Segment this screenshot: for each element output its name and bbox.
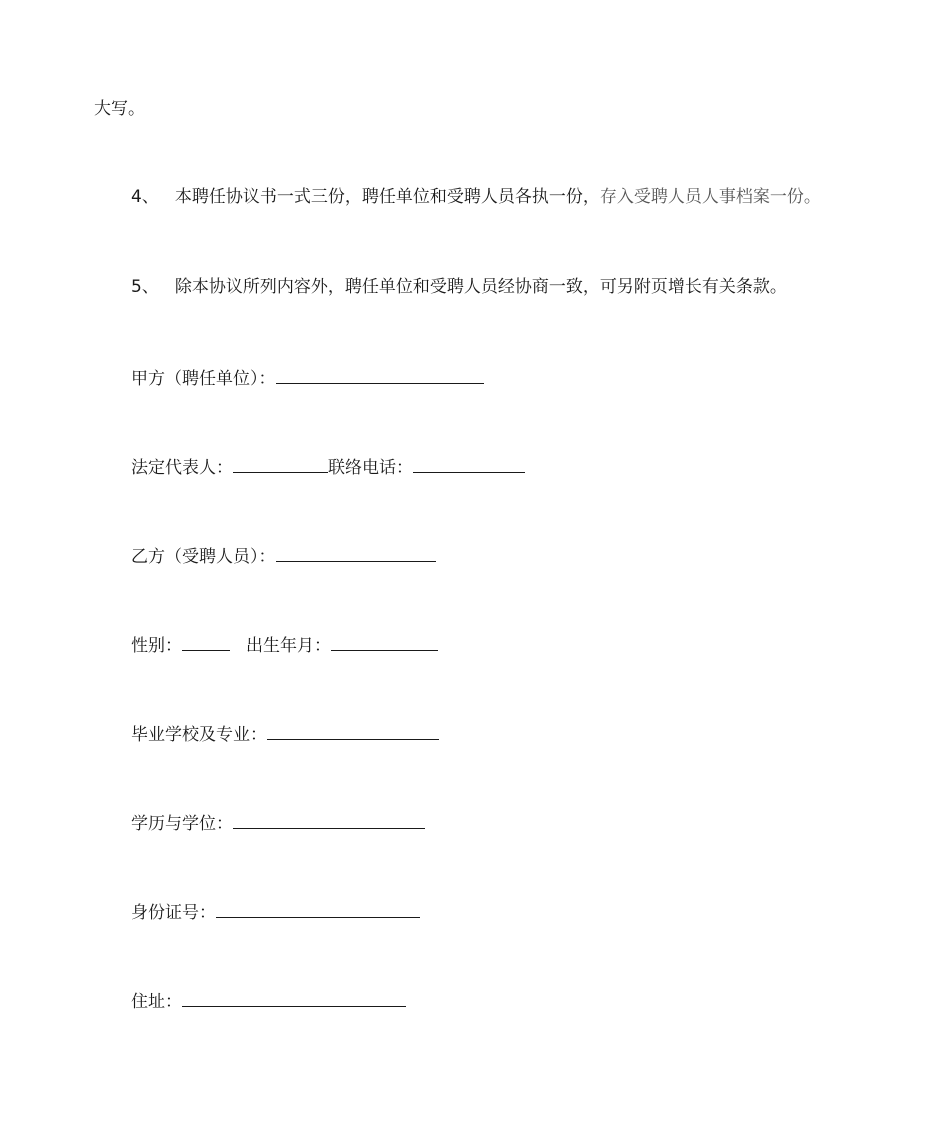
degree-label: 学历与学位： — [131, 814, 233, 834]
field-school — [131, 722, 439, 746]
birth-label: 出生年月： — [246, 636, 331, 656]
legal-rep-blank[interactable] — [233, 455, 328, 473]
field-gender-birth — [131, 633, 438, 657]
school-blank[interactable] — [267, 722, 439, 740]
clause-5-number: 5、 — [131, 277, 159, 297]
field-id-number — [131, 900, 420, 924]
clause-4-main: 本聘任协议书一式三份，聘任单位和受聘人员各执一份， — [174, 187, 600, 207]
phone-label: 联络电话： — [328, 458, 413, 478]
birth-blank[interactable] — [331, 633, 438, 651]
party-b-label: 乙方（受聘人员）： — [131, 547, 276, 567]
party-a-label: 甲方（聘任单位）： — [131, 369, 276, 389]
field-legal-rep-phone — [131, 455, 525, 479]
phone-blank[interactable] — [413, 455, 525, 473]
id-number-blank[interactable] — [216, 900, 420, 918]
party-b-blank[interactable] — [276, 544, 436, 562]
continuation-text: 大写。 — [94, 99, 145, 119]
clause-4-tail: 存入受聘人员人事档案一份。 — [599, 187, 821, 207]
legal-rep-label: 法定代表人： — [131, 458, 233, 478]
clause-4 — [131, 186, 821, 208]
party-a-blank[interactable] — [276, 366, 484, 384]
gender-blank[interactable] — [182, 633, 230, 651]
clause-4-number: 4、 — [131, 187, 159, 207]
clause-5 — [131, 276, 787, 298]
field-party-b — [131, 544, 436, 568]
school-label: 毕业学校及专业： — [131, 725, 267, 745]
degree-blank[interactable] — [233, 811, 425, 829]
address-blank[interactable] — [182, 989, 406, 1007]
field-address — [131, 989, 406, 1013]
gender-label: 性别： — [131, 636, 182, 656]
address-label: 住址： — [131, 992, 182, 1012]
id-number-label: 身份证号： — [131, 903, 216, 923]
field-degree — [131, 811, 425, 835]
field-party-a — [131, 366, 484, 390]
clause-5-text: 除本协议所列内容外，聘任单位和受聘人员经协商一致，可另附页增长有关条款。 — [174, 277, 787, 297]
